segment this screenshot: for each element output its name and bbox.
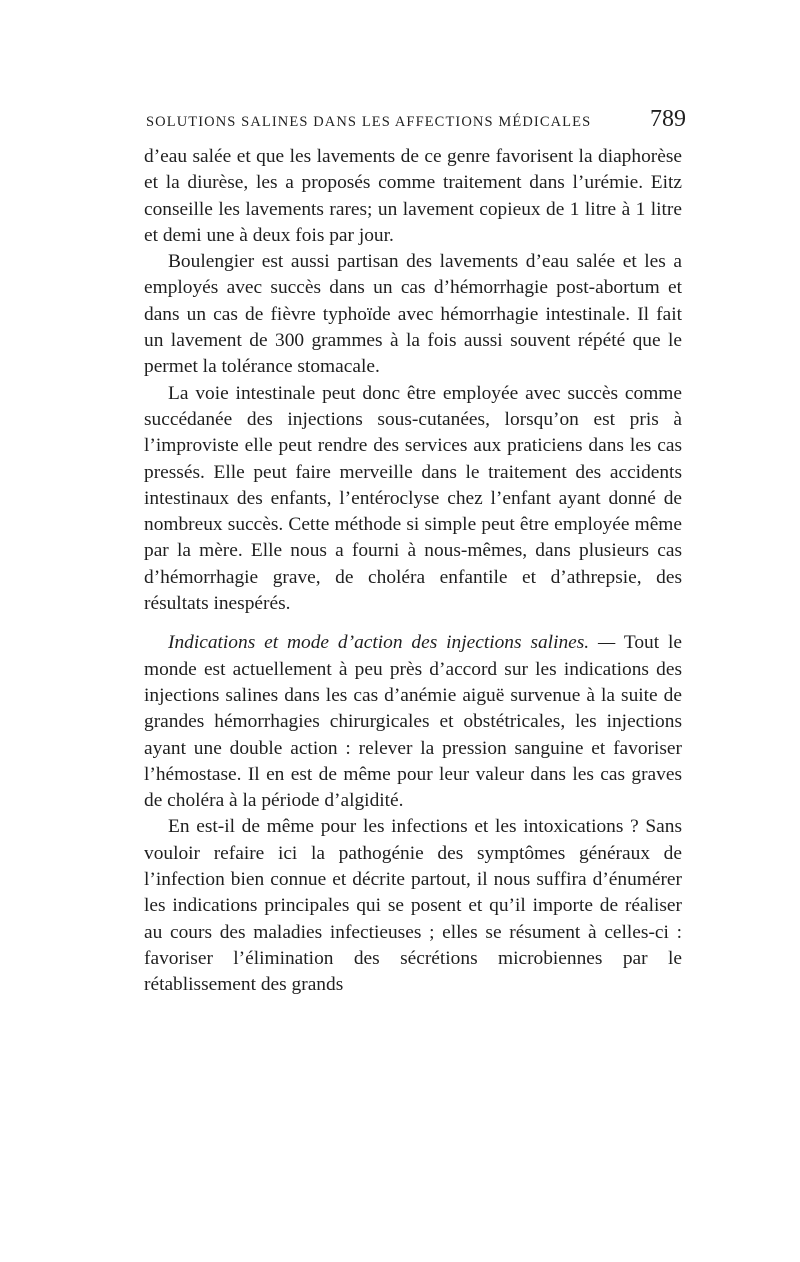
book-page xyxy=(144,104,686,999)
running-head xyxy=(144,104,686,144)
running-title: SOLUTIONS SALINES DANS LES AFFECTIONS MÉDICALES xyxy=(146,114,592,130)
paragraph-uremie: d’eau salée et que les lavements de ce genre favorisent la diaphorèse et la diurèse, les a proposés comme traitement dans l’urémie. Eitz conseille les lavements rares; un lavement copieux de 1 litre à 1 litre et demi une à deux fois par jour. xyxy=(144,146,682,246)
paragraph-boulengier: Boulengier est aussi partisan des lavements d’eau salée et les a employés avec succès dans un cas d’hémorrhagie post-abortum et dans un cas de fièvre typhoïde avec hémorrhagie intestinale. Il fait un lavement de 300 grammes à la fois aussi souvent répété que le permet la tolérance stomacale. xyxy=(144,251,682,378)
paragraph-voie-intestinale: La voie intestinale peut donc être employée avec succès comme succédanée des injections sous-cutanées, lorsqu’on est pris à l’improviste elle peut rendre des services aux praticiens dans les cas pressés. Elle peut faire merveille dans le traitement des accidents intestinaux des enfants, l’entéroclyse chez l’enfant ayant donné de nombreux succès. Cette méthode si simple peut être employée même par la mère. Elle nous a fourni à nous-mêmes, dans plusieurs cas d’hémorrhagie grave, de choléra enfantile et d’athrepsie, des résultats inespérés. xyxy=(144,382,682,615)
paragraph-indications xyxy=(144,630,682,814)
paragraph-indications-text: Tout le monde est actuellement à peu près d’accord sur les indications des injections salines dans les cas d’anémie aiguë survenue à la suite de grandes hémorrhagies chirurgicales et obstétricales, les injections ayant une double action : relever la pression sanguine et favoriser l’hémostase. Il en est de même pour leur valeur dans les cas graves de choléra à la période d’algidité. xyxy=(144,632,682,812)
page-number: 789 xyxy=(650,106,686,132)
paragraph-infections: En est-il de même pour les infections et les intoxications ? Sans vouloir refaire ici la pathogénie des symptômes généraux de l’infection bien connue et décrite partout, il nous suffira d’énumérer les indications principales qui se posent et qu’il importe de réaliser au cours des maladies infectieuses ; elles se résument à celles-ci : favoriser l’élimination des sécrétions microbiennes par le rétablissement des grands xyxy=(144,816,682,996)
section-heading: Indications et mode d’action des injections salines. — xyxy=(168,632,616,654)
body-text xyxy=(144,144,682,999)
